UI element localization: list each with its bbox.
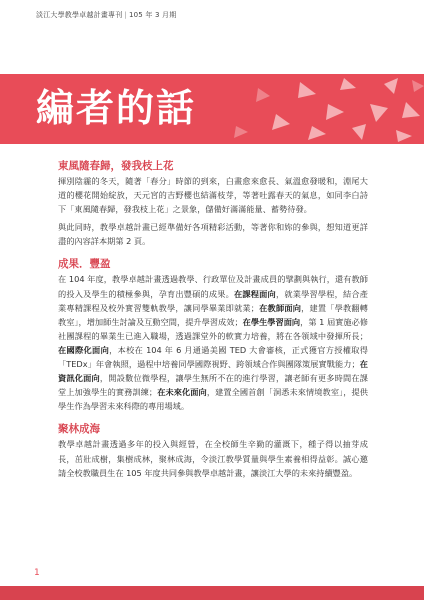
body-text: ，建置「學教翻轉教室」，增加師生討論及互動空間，提升學習成效； — [58, 302, 368, 327]
article-body — [58, 158, 368, 480]
highlight-text: 在國際化面向 — [58, 344, 110, 355]
section-paragraph: 與此同時，教學卓越計畫已經準備好各項精彩活動，等著你和妳的參與，想知道更詳盡的內容詳本期第 2 頁。 — [58, 222, 368, 247]
body-text: ，建置全國首創「洞悉未來情境教室」，提供學生作為學習未來科際的專用場域。 — [58, 387, 368, 412]
decor-triangle — [256, 88, 270, 102]
body-text: ，開設數位微學程，讓學生無所不在的進行學習，讓老師有更多時間在課堂上加強學生的實務訓練； — [58, 373, 368, 398]
achievements-paragraph — [58, 272, 368, 413]
running-header — [0, 0, 424, 32]
body-text: ，本校在 104 年 6 月通過美國 TED 大會審核，正式獲官方授權取得「TEDx」年會執照，過程中培養同學國際視野、跨領域合作與團隊策展實戰能力； — [58, 344, 368, 370]
decor-triangle — [412, 80, 424, 92]
section-title-forest: 聚林成海 — [58, 423, 100, 436]
decor-triangle — [340, 78, 356, 90]
highlight-text: 在未來化面向 — [157, 387, 207, 398]
page-number: 1 — [34, 568, 40, 578]
section-title-spring: 東風隨春歸，發我枝上花 — [58, 160, 174, 172]
decor-triangle — [402, 102, 420, 118]
decor-triangle — [272, 114, 290, 130]
decor-triangle — [298, 82, 316, 98]
decor-triangle — [308, 126, 326, 140]
highlight-text: 在學生學習面向 — [242, 316, 301, 327]
decor-triangle — [396, 130, 412, 142]
issue-date: 105 年 3 月期 — [128, 11, 177, 19]
section-title-achievements: 成果．豐盈 — [58, 258, 111, 271]
decor-triangle — [384, 78, 398, 94]
highlight-text: 在教師面向 — [258, 302, 302, 313]
body-text: ，第 1 屆實施必修社團課程的畢業生已進入職場，透過課堂外的軟實力培養，將在各領域中發揮所長； — [58, 316, 368, 341]
section-paragraph: 揮別陰霾的冬天，隨著「春分」時節的到來，白畫愈來愈長、氣溫愈發暖和，淵尾大道的櫻花開始綻放，天元宮的吉野櫻也結滿枝芽，等著吐露春天的氣息，如同李白詩下「東風隨春歸，發我枝上花」之景象，儲備好滿滿能量、蓄勢待發。 — [58, 176, 368, 215]
footer-bar — [0, 586, 424, 600]
decor-triangle — [234, 126, 248, 138]
title-banner — [0, 74, 424, 144]
highlight-text: 在課程面向 — [234, 288, 276, 299]
decor-triangle — [352, 124, 366, 140]
highlight-text: 在資訊化面向 — [58, 359, 368, 384]
publication-name: 淡江大學教學卓越計畫專刊 — [36, 11, 123, 19]
decor-triangle — [326, 104, 344, 120]
body-text: ，就業學習學程，結合產業專精課程及校外實習雙軌教學，讓同學畢業即就業； — [58, 288, 368, 313]
page-title: 編者的話 — [36, 86, 197, 130]
body-text: 在 104 年度，教學卓越計畫透過教學、行政單位及計畫成員的擘劃與執行，還有教師的投入及學生的積極參與，孕育出豐碩的成果。 — [58, 274, 368, 299]
decor-triangle — [370, 104, 388, 122]
section-paragraph: 教學卓越計畫透過多年的投入與經營，在全校師生辛勤的灌溉下，種子得以抽芽成長，茁壯成樹，集樹成林，聚林成海，令淡江教學質量與學生素養相得益彰。誠心邀請全校教職員生在 105 年度共同參與教學卓越計畫，讓淡江大學的未來持續豐盈。 — [58, 439, 368, 478]
header-separator: | — [124, 11, 127, 19]
